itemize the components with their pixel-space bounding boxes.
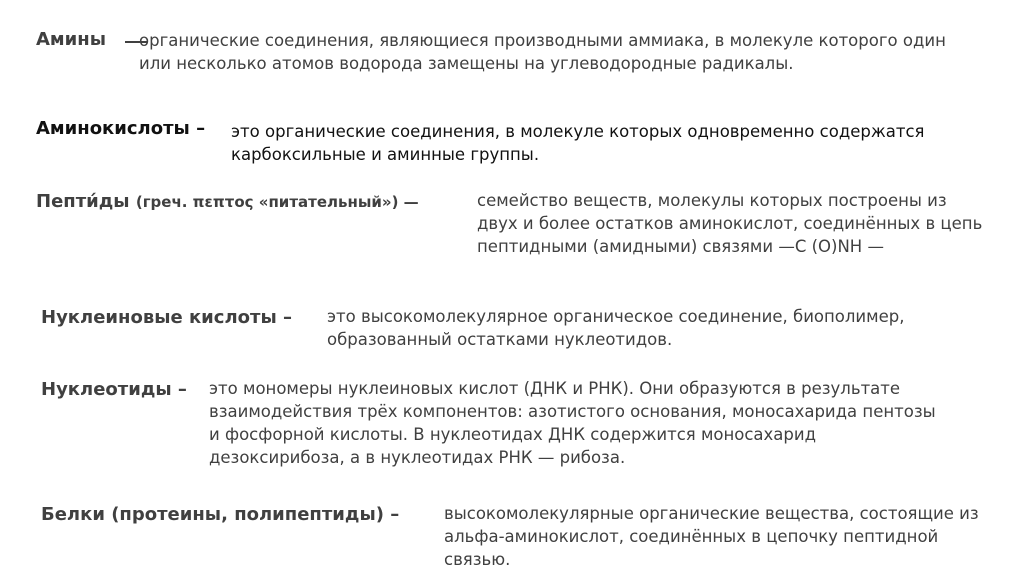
definition-nucleic-acids: это высокомолекулярное органическое соединение, биополимер, образованный остатками нуклеотидов. [327,307,905,349]
definition-nucleotides: это мономеры нуклеиновых кислот (ДНК и РНК). Они образуются в результате взаимодействия трёх компонентов: азотистого основания, моносахарида пентозы и фосфорной кислоты. В нуклеотидах ДНК содержится моносахарид дезоксирибоза, а в нуклеотидах РНК — рибоза. [209,379,936,467]
definition-proteins: высокомолекулярные органические вещества, состоящие из альфа-аминокислот, соединённых в цепочку пептидной связью. [444,504,979,569]
term-amines: Амины [36,29,106,50]
term-proteins: Белки (протеины, полипептиды) – [41,504,400,525]
definition-peptides: семейство веществ, молекулы которых построены из двух и более остатков аминокислот, соединённых в цепь пептидными (амидными) связями —C (O)NH — [477,191,983,256]
term-peptides: Пепти́ды (греч. πεπτος «питательный») — [36,191,419,212]
term-peptides-etymology: (греч. πεπτος «питательный») — [135,193,419,211]
term-nucleotides: Нуклеотиды – [41,379,187,400]
term-amino-acids: Аминокислоты – [36,118,206,139]
definition-amines: органические соединения, являющиеся производными аммиака, в молекуле которого один или несколько атомов водорода замещены на углеводородные радикалы. [139,31,946,73]
definition-amino-acids: это органические соединения, в молекуле которых одновременно содержатся карбоксильные и аминные группы. [231,122,925,164]
term-nucleic-acids: Нуклеиновые кислоты – [41,307,292,328]
